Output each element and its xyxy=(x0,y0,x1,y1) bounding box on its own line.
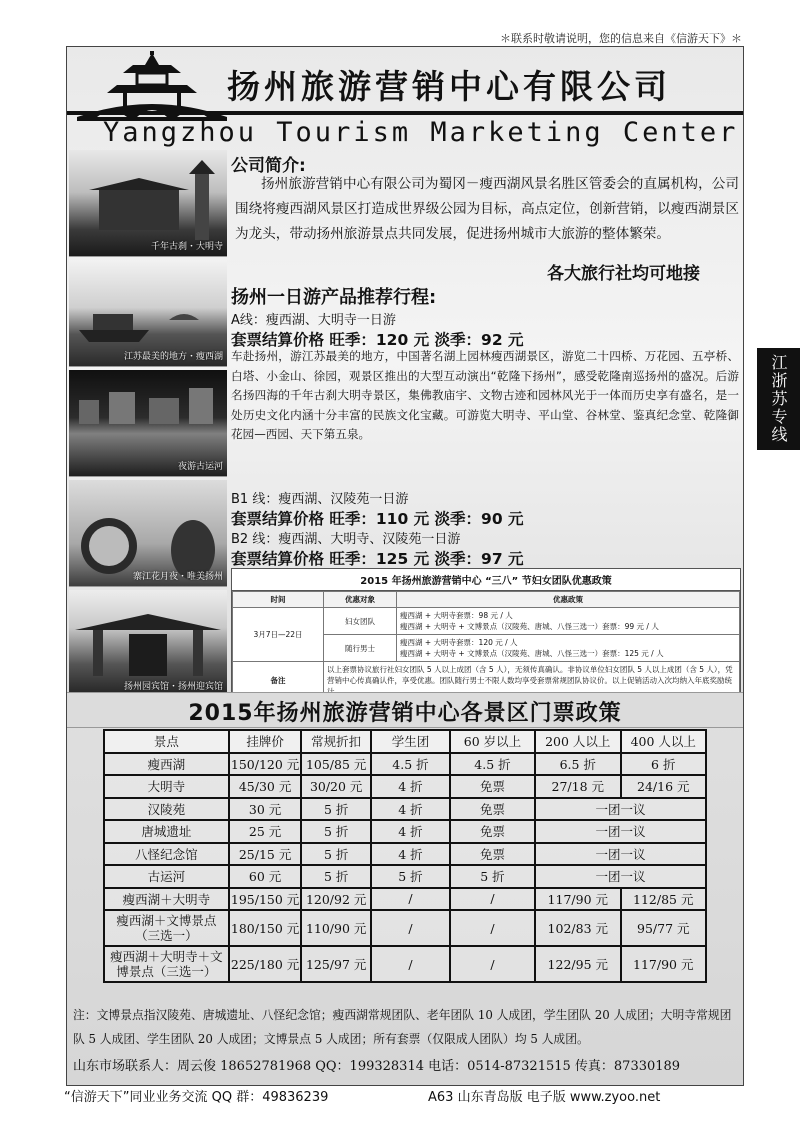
ticket-policy-band xyxy=(67,692,743,728)
table-cell: 瘦西湖＋大明寺＋文博景点（三选一） xyxy=(104,946,229,982)
table-cell: 一团一议 xyxy=(535,798,706,821)
promo-title: 2015 年扬州旅游营销中心 “三八” 节妇女团队优惠政策 xyxy=(232,569,740,591)
promo-policy-line: 瘦西湖 + 大明寺 + 文博景点（汉陵苑、唐城、八怪三选一）套票：125 元 / 人 xyxy=(400,649,664,658)
table-cell: 24/16 元 xyxy=(621,775,707,798)
advert-sheet xyxy=(66,46,744,1086)
table-cell: 5 折 xyxy=(301,798,371,821)
table-cell: 免票 xyxy=(450,820,535,843)
table-cell: 6.5 折 xyxy=(535,753,620,776)
table-cell: 25/15 元 xyxy=(229,843,301,866)
table-cell: / xyxy=(450,946,535,982)
table-cell: 125/97 元 xyxy=(301,946,371,982)
promo-remark: 以上套票协议旅行社妇女团队 5 人以上成团（含 5 人），无须传真确认。非协议单位妇女团队 5 人以上成团（含 5 人），凭营销中心传真确认件，享受优惠。团队随行男士不限人数均享受套票常规团队协议价。以上促销活动入次均纳入年底奖励统 xyxy=(324,662,740,700)
ticket-price-table xyxy=(103,729,707,983)
table-cell: 5 折 xyxy=(301,865,371,888)
promo-remark-label: 备注 xyxy=(233,662,324,700)
table-row xyxy=(104,843,706,866)
footer-qq-group: “信游天下”同业业务交流 QQ 群：49836239 xyxy=(64,1090,329,1105)
column-header: 景点 xyxy=(104,730,229,753)
column-header: 400 人以上 xyxy=(621,730,707,753)
photo-moonlight-show xyxy=(69,480,227,587)
table-cell: 瘦西湖＋文博景点（三选一） xyxy=(104,910,229,946)
table-cell: 5 折 xyxy=(301,843,371,866)
table-row xyxy=(104,865,706,888)
table-cell: / xyxy=(450,888,535,911)
table-header-row xyxy=(104,730,706,753)
promo-policy-line: 瘦西湖 + 大明寺套票：98 元 / 人 xyxy=(400,611,513,620)
table-cell: 112/85 元 xyxy=(621,888,707,911)
table-cell: 免票 xyxy=(450,775,535,798)
table-cell: 4 折 xyxy=(371,798,450,821)
ticket-policy-title: 2015年扬州旅游营销中心各景区门票政策 xyxy=(188,701,622,726)
table-cell: 古运河 xyxy=(104,865,229,888)
table-cell: 180/150 元 xyxy=(229,910,301,946)
column-header: 常规折扣 xyxy=(301,730,371,753)
tour-a-description: 车赴扬州，游江苏最美的地方，中国著名湖上园林瘦西湖景区，游览二十四桥、万花园、五亭桥、白塔、小金山、徐园，观景区推出的大型互动演出“乾隆下扬州”，感受乾隆南巡扬州的盛况。后游名扬四海的千年古刹大明寺景区，集佛教庙宇、文物古迹和园林风光于一体而历史享有盛名，是一处历史文化内涵十分丰富的民族文化宝藏。可游览大明寺、平山堂、谷林堂、鉴真纪念堂、乾隆御花园—西园、天下第五泉。 xyxy=(231,349,739,441)
womens-day-promo xyxy=(231,568,741,701)
column-header: 挂牌价 xyxy=(229,730,301,753)
table-cell: 一团一议 xyxy=(535,843,706,866)
photo-grand-canal-night xyxy=(69,370,227,477)
footer-page-info: A63 山东青岛版 电子版 www.zyoo.net xyxy=(428,1090,661,1105)
ticket-policy-note: 注：文博景点指汉陵苑、唐城遗址、八怪纪念馆；瘦西湖常规团队、老年团队 10 人成团，学生团队 20 人成团；大明寺常规团队 5 人成团、学生团队 20 人成团；文博景点 5 人成团；所有套票（仅限成人团队）均 5 人成团。 xyxy=(73,1008,732,1046)
promo-table xyxy=(232,591,740,700)
table-row xyxy=(104,820,706,843)
tour-b2-price: 套票结算价格 旺季：125 元 淡季：97 元 xyxy=(231,550,524,568)
table-cell: 一团一议 xyxy=(535,820,706,843)
table-cell: 122/95 元 xyxy=(535,946,620,982)
table-cell: 汉陵苑 xyxy=(104,798,229,821)
contact-line: 山东市场联系人：周云俊 18652781968 QQ：199328314 电话：0514-87321515 传真：87330189 xyxy=(73,1059,681,1074)
table-row xyxy=(104,753,706,776)
photo-caption: 夜游古运河 xyxy=(177,462,223,472)
table-cell: 117/90 元 xyxy=(621,946,707,982)
tour-b1-line: B1 线：瘦西湖、汉陵苑一日游 xyxy=(231,492,409,507)
promo-policy-line: 瘦西湖 + 大明寺套票：120 元 / 人 xyxy=(400,638,518,647)
promo-header-policy: 优惠政策 xyxy=(397,592,740,608)
table-cell: 102/83 元 xyxy=(535,910,620,946)
table-row xyxy=(104,798,706,821)
table-cell: 150/120 元 xyxy=(229,753,301,776)
column-header: 200 人以上 xyxy=(535,730,620,753)
table-cell: 105/85 元 xyxy=(301,753,371,776)
promo-policy-men xyxy=(397,635,740,662)
table-cell: 5 折 xyxy=(450,865,535,888)
table-cell: 30/20 元 xyxy=(301,775,371,798)
table-cell: 95/77 元 xyxy=(621,910,707,946)
company-name-cn: 扬州旅游营销中心有限公司 xyxy=(227,67,671,106)
column-header: 学生团 xyxy=(371,730,450,753)
table-row xyxy=(104,888,706,911)
table-cell: / xyxy=(450,910,535,946)
table-cell: 瘦西湖 xyxy=(104,753,229,776)
table-row xyxy=(104,775,706,798)
company-name-en: Yangzhou Tourism Marketing Center xyxy=(103,117,739,148)
table-cell: / xyxy=(371,946,450,982)
intro-text: 扬州旅游营销中心有限公司为蜀冈－瘦西湖风景名胜区管委会的直属机构，公司围绕将瘦西湖风景区打造成世界级公园为目标，高点定位，创新营销，以瘦西湖景区为龙头，带动扬州旅游景点共同发展，促进扬州城市大旅游的整体繁荣。 xyxy=(235,176,739,242)
table-cell: 八怪纪念馆 xyxy=(104,843,229,866)
table-cell: 唐城遗址 xyxy=(104,820,229,843)
table-row xyxy=(104,910,706,946)
table-cell: 225/180 元 xyxy=(229,946,301,982)
table-cell: 110/90 元 xyxy=(301,910,371,946)
table-cell: 4.5 折 xyxy=(371,753,450,776)
promo-date: 3月7日—22日 xyxy=(233,608,324,662)
promo-header-target: 优惠对象 xyxy=(324,592,397,608)
table-cell: 6 折 xyxy=(621,753,707,776)
table-cell: 大明寺 xyxy=(104,775,229,798)
tour-b2-line: B2 线：瘦西湖、大明寺、汉陵苑一日游 xyxy=(231,532,461,547)
promo-policy-line: 瘦西湖 + 大明寺 + 文博景点（汉陵苑、唐城、八怪三选一）套票：99 元 / 人 xyxy=(400,622,659,631)
photo-slender-west-lake xyxy=(69,260,227,367)
table-cell: 4.5 折 xyxy=(450,753,535,776)
photo-caption: 寨江花月夜・唯美扬州 xyxy=(132,572,223,582)
table-cell: 免票 xyxy=(450,843,535,866)
promo-policy-women xyxy=(397,608,740,635)
tour-a-price: 套票结算价格 旺季：120 元 淡季：92 元 xyxy=(231,331,524,349)
tour-a-line: A线：瘦西湖、大明寺一日游 xyxy=(231,313,396,328)
table-cell: 25 元 xyxy=(229,820,301,843)
table-cell: 5 折 xyxy=(301,820,371,843)
table-cell: 瘦西湖＋大明寺 xyxy=(104,888,229,911)
tour-b1-price: 套票结算价格 旺季：110 元 淡季：90 元 xyxy=(231,510,524,528)
column-header: 60 岁以上 xyxy=(450,730,535,753)
table-cell: 195/150 元 xyxy=(229,888,301,911)
table-cell: 117/90 元 xyxy=(535,888,620,911)
promo-header-time: 时间 xyxy=(233,592,324,608)
table-cell: 30 元 xyxy=(229,798,301,821)
title-divider xyxy=(67,111,743,115)
table-cell: 45/30 元 xyxy=(229,775,301,798)
agents-slogan: 各大旅行社均可地接 xyxy=(547,264,700,284)
table-row xyxy=(104,946,706,982)
photo-caption: 千年古刹・大明寺 xyxy=(150,242,223,252)
table-cell: 27/18 元 xyxy=(535,775,620,798)
photo-column xyxy=(69,150,227,700)
side-tab-route: 江浙苏专线 xyxy=(757,348,800,450)
table-cell: 5 折 xyxy=(371,865,450,888)
source-note: ＊联系时敬请说明，您的信息来自《信游天下》＊ xyxy=(500,32,742,45)
photo-caption: 扬州园宾馆・扬州迎宾馆 xyxy=(123,682,223,692)
tours-heading: 扬州一日游产品推荐行程: xyxy=(231,287,437,308)
table-cell: 4 折 xyxy=(371,775,450,798)
intro-heading: 公司简介: xyxy=(231,156,306,176)
promo-target-men: 随行男士 xyxy=(324,635,397,662)
promo-target-women: 妇女团队 xyxy=(324,608,397,635)
table-cell: 4 折 xyxy=(371,843,450,866)
photo-caption: 江苏最美的地方・瘦西湖 xyxy=(123,352,223,362)
table-cell: 一团一议 xyxy=(535,865,706,888)
table-cell: / xyxy=(371,910,450,946)
photo-guesthouse xyxy=(69,590,227,697)
table-cell: 4 折 xyxy=(371,820,450,843)
table-cell: 60 元 xyxy=(229,865,301,888)
table-cell: 120/92 元 xyxy=(301,888,371,911)
table-cell: / xyxy=(371,888,450,911)
photo-daming-temple xyxy=(69,150,227,257)
table-cell: 免票 xyxy=(450,798,535,821)
